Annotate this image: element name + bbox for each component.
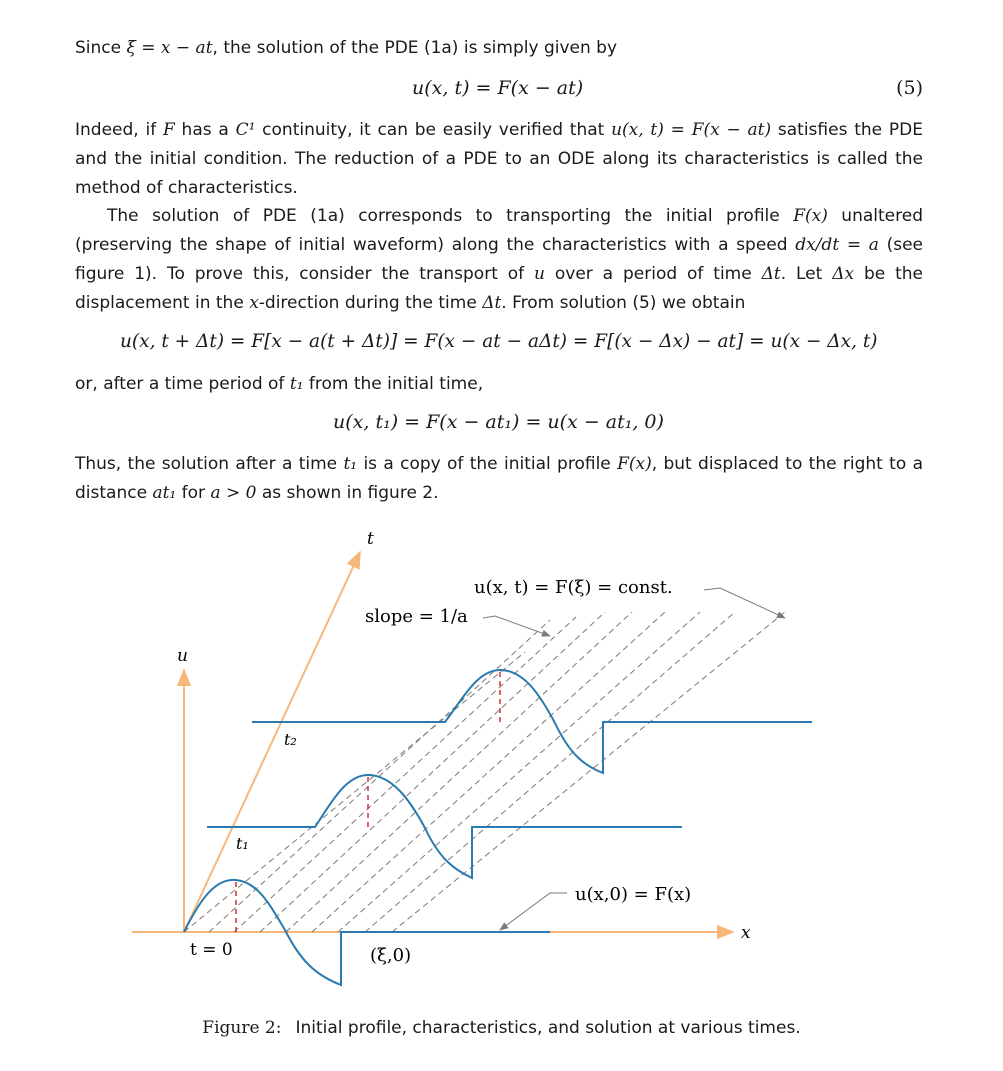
t1-label: t₁ <box>236 834 249 853</box>
p5-e: as shown in figure 2. <box>256 483 439 503</box>
intro-line <box>75 34 923 63</box>
equation-t1 <box>333 411 664 433</box>
p3-xdir: x <box>249 293 259 313</box>
equation-t1-expr: u(x, t₁) = F(x − at₁) = u(x − at₁, 0) <box>333 411 664 433</box>
caption-label: Figure 2: <box>202 1018 282 1038</box>
p5-c: , but displaced to the right to a distance <box>75 454 923 503</box>
p2-C1: C¹ <box>235 120 256 140</box>
p5-d: for <box>176 483 211 503</box>
p3-d: over a period of time <box>544 264 762 284</box>
profile-t1 <box>207 775 682 878</box>
peak-markers <box>236 672 500 932</box>
caption-text: Initial profile, characteristics, and solution at various times. <box>295 1018 801 1038</box>
p3-speed: dx/dt = a <box>795 235 879 255</box>
equation-shift <box>120 331 877 352</box>
profile-t2 <box>252 670 812 773</box>
characteristic-line <box>184 652 525 932</box>
p3-e: . Let <box>780 264 833 284</box>
p3-Fx: F(x) <box>793 206 828 226</box>
p3-dt2: Δt <box>482 293 502 313</box>
p4-a: or, after a time period of <box>75 374 290 394</box>
characteristic-line <box>234 617 576 932</box>
t-axis-label: t <box>367 529 374 549</box>
equation-5-expr: u(x, t) = F(x − at) <box>412 77 584 99</box>
figure-2-diagram <box>0 520 1003 1010</box>
xi-definition: ξ = x − at <box>126 38 213 58</box>
paragraph-after-t1 <box>75 370 923 399</box>
const-leader <box>704 588 785 618</box>
p4-t1: t₁ <box>289 374 304 394</box>
p3-a: The solution of PDE (1a) corresponds to transporting the initial profile <box>107 206 794 226</box>
p3-u: u <box>534 264 545 284</box>
p2-eq: u(x, t) = F(x − at) <box>611 120 772 140</box>
p2-c: continuity, it can be easily verified that <box>255 120 612 140</box>
paragraph-thus <box>75 450 923 508</box>
p2-d: satisfies the PDE and the initial condition. The reduction of a PDE to an ODE along its characteristics is called the method of characteristics. <box>75 120 923 198</box>
equation-5 <box>412 77 583 99</box>
p2-b: has a <box>174 120 236 140</box>
t2-label: t₂ <box>284 730 297 749</box>
p3-f: be the displacement in the <box>75 264 923 313</box>
x-axis-label: x <box>741 923 751 943</box>
p5-a: Thus, the solution after a time <box>75 454 344 474</box>
p3-dx: Δx <box>832 264 855 284</box>
figure-caption <box>0 1018 1003 1038</box>
u0-leader <box>500 893 567 930</box>
p3-dt: Δt <box>761 264 781 284</box>
p5-t1: t₁ <box>343 454 358 474</box>
const-label: u(x, t) = F(ξ) = const. <box>474 577 673 598</box>
p4-b: from the initial time, <box>303 374 484 394</box>
u-axis-label: u <box>177 646 188 666</box>
intro-text-a: Since <box>75 38 127 58</box>
p2-F: F <box>162 120 175 140</box>
u0-label: u(x,0) = F(x) <box>575 884 692 905</box>
slope-leader <box>483 616 550 636</box>
p5-Fx: F(x) <box>617 454 652 474</box>
p5-at1: at₁ <box>152 483 177 503</box>
p2-a: Indeed, if <box>75 120 163 140</box>
t0-label: t = 0 <box>190 940 233 960</box>
p5-b: is a copy of the initial profile <box>357 454 618 474</box>
p5-cond: a > 0 <box>210 483 257 503</box>
xi0-label: (ξ,0) <box>370 945 412 966</box>
p3-h: . From solution (5) we obtain <box>501 293 746 313</box>
intro-text-b: , the solution of the PDE (1a) is simply given by <box>212 38 618 58</box>
equation-5-number: (5) <box>896 77 923 99</box>
characteristics-group <box>184 612 785 932</box>
slope-label: slope = 1/a <box>365 606 468 627</box>
characteristic-line <box>260 612 605 932</box>
p3-g: -direction during the time <box>258 293 483 313</box>
equation-shift-expr: u(x, t + Δt) = F[x − a(t + Δt)] = F(x − at − aΔt) = F[(x − Δx) − at] = u(x − Δx, t) <box>120 331 878 352</box>
paragraph-indeed <box>75 116 923 203</box>
paragraph-transport <box>75 202 923 318</box>
p3-c: (see figure 1). To prove this, consider the transport of <box>75 235 923 284</box>
p3-b: unaltered (preserving the shape of initial waveform) along the characteristics with a speed <box>75 206 923 255</box>
